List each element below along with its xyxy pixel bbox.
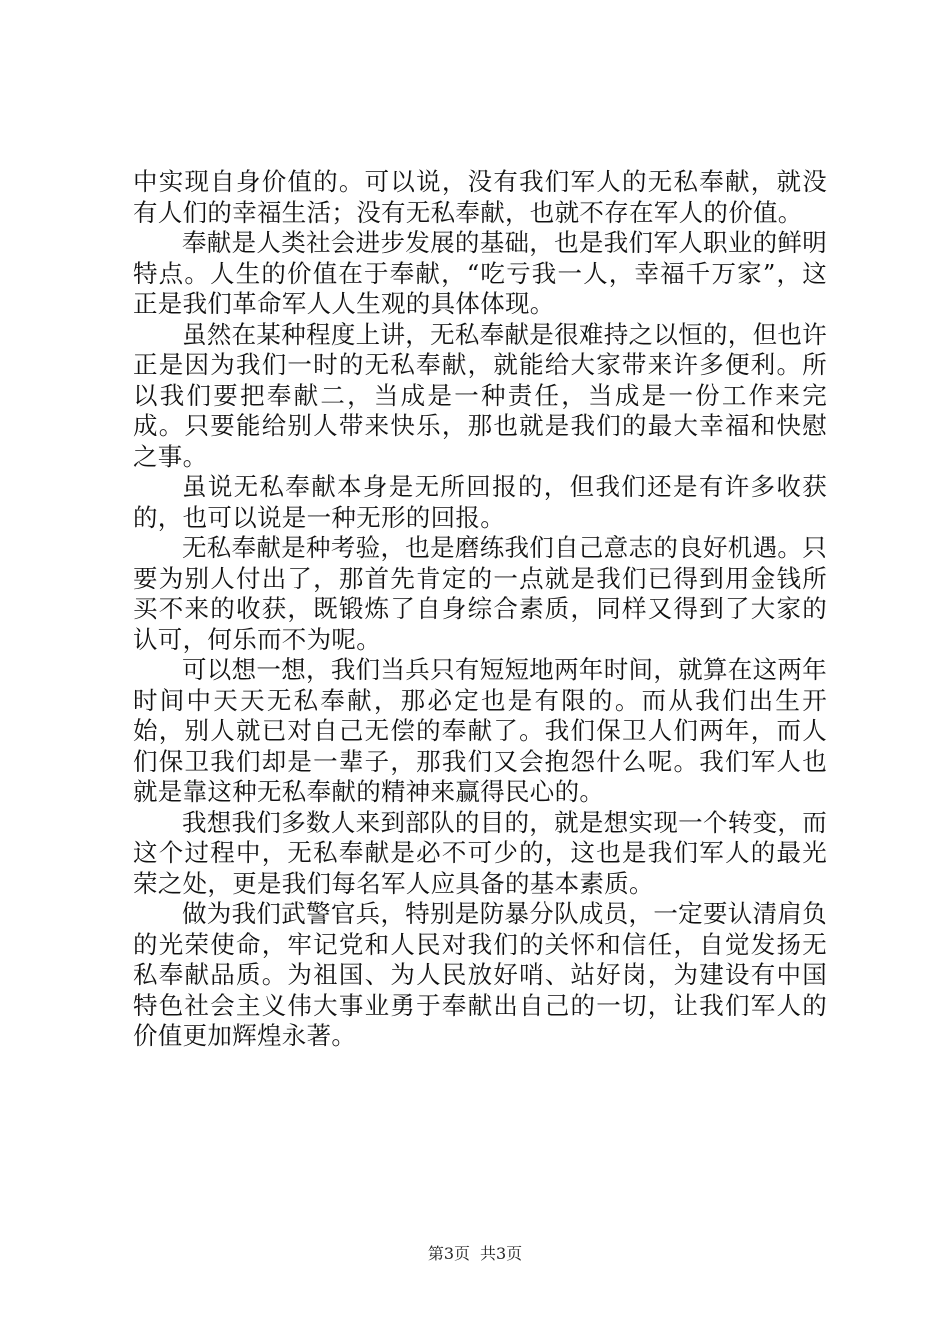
page-total: 共3页 — [480, 1244, 523, 1263]
paragraph-5: 无私奉献是种考验，也是磨练我们自己意志的良好机遇。只要为别人付出了，那首先肯定的一点就是我们已得到用金钱所买不来的收获，既锻炼了自身综合素质，同样又得到了大家的认可，何乐而不为呢。 — [133, 533, 827, 654]
paragraph-7: 我想我们多数人来到部队的目的，就是想实现一个转变，而这个过程中，无私奉献是必不可少的，这也是我们军人的最光荣之处，更是我们每名军人应具备的基本素质。 — [133, 807, 827, 898]
paragraph-3: 虽然在某种程度上讲，无私奉献是很难持之以恒的，但也许正是因为我们一时的无私奉献，就能给大家带来许多便利。所以我们要把奉献二，当成是一种责任，当成是一份工作来完成。只要能给别人带来快乐，那也就是我们的最大幸福和快慰之事。 — [133, 319, 827, 471]
paragraph-4: 虽说无私奉献本身是无所回报的，但我们还是有许多收获的，也可以说是一种无形的回报。 — [133, 472, 827, 532]
page-number: 第3页 — [427, 1244, 470, 1263]
paragraph-2: 奉献是人类社会进步发展的基础，也是我们军人职业的鲜明特点。人生的价值在于奉献，“吃亏我一人，幸福千万家”，这正是我们革命军人人生观的具体体现。 — [133, 228, 827, 318]
page-footer — [0, 1244, 950, 1264]
document-body — [133, 167, 827, 1052]
paragraph-8: 做为我们武警官兵，特别是防暴分队成员，一定要认清肩负的光荣使命，牢记党和人民对我们的关怀和信任，自觉发扬无私奉献品质。为祖国、为人民放好哨、站好岗，为建设有中国特色社会主义伟大事业勇于奉献出自己的一切，让我们军人的价值更加辉煌永著。 — [133, 899, 827, 1050]
paragraph-1: 中实现自身价值的。可以说，没有我们军人的无私奉献，就没有人们的幸福生活；没有无私奉献，也就不存在军人的价值。 — [133, 167, 827, 227]
paragraph-6: 可以想一想，我们当兵只有短短地两年时间，就算在这两年时间中天天无私奉献，那必定也是有限的。而从我们出生开始，别人就已对自己无偿的奉献了。我们保卫人们两年，而人们保卫我们却是一辈子，那我们又会抱怨什么呢。我们军人也就是靠这种无私奉献的精神来赢得民心的。 — [133, 655, 827, 806]
